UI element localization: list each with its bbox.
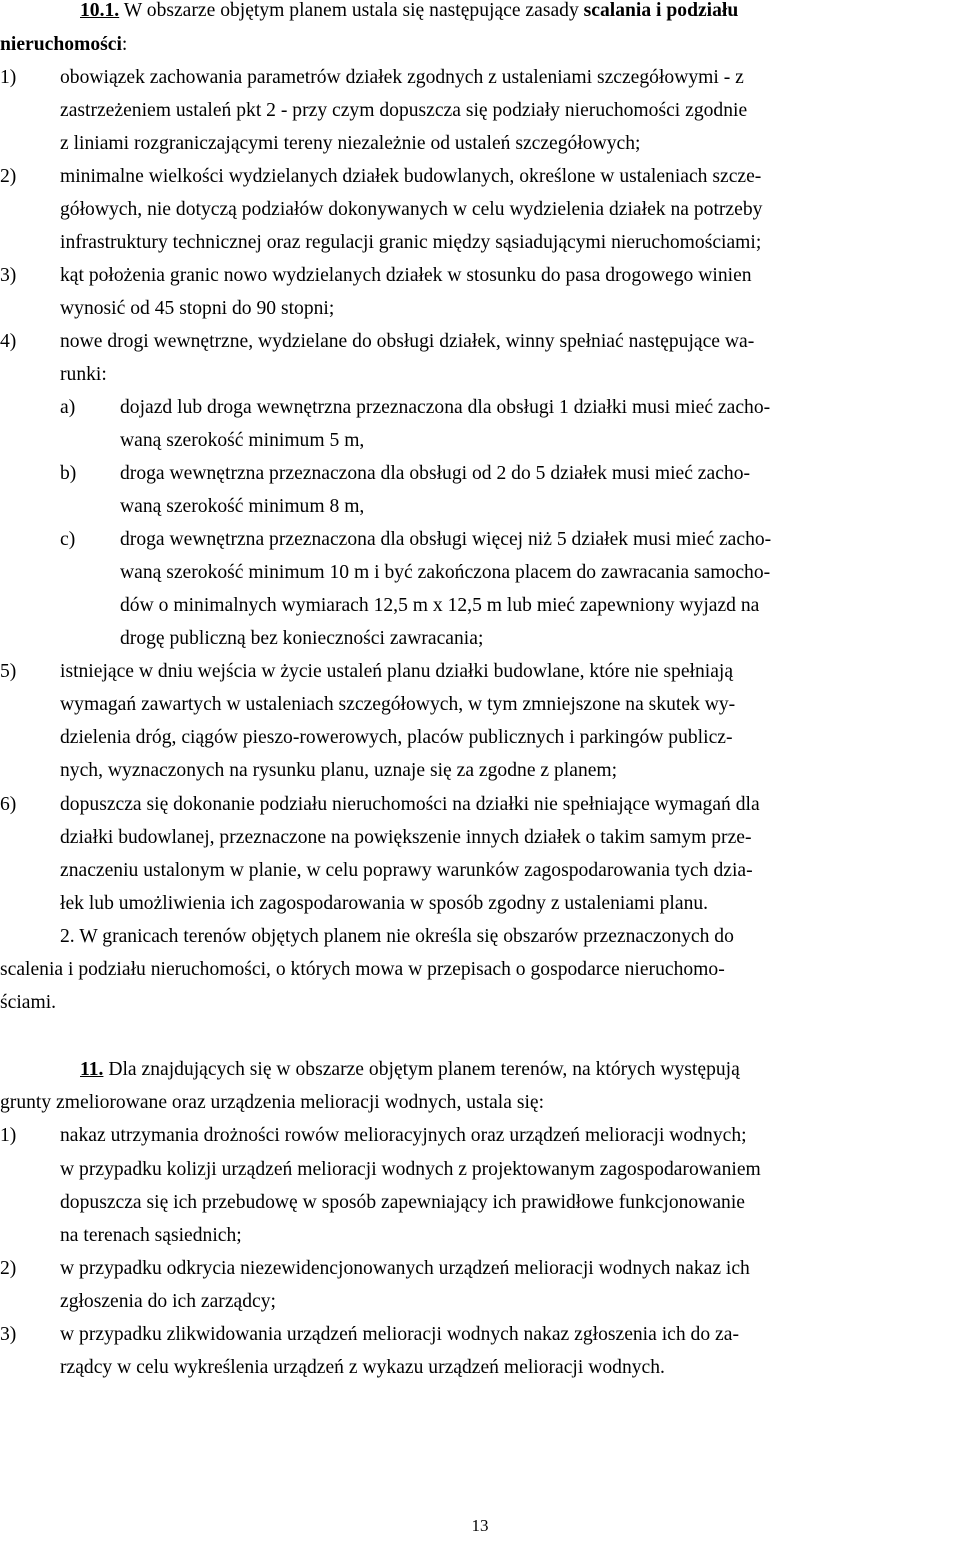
list-item-marker: 2) xyxy=(0,166,17,187)
section-intro-text: grunty zmeliorowane oraz urządzenia melioracji wodnych, ustala się: xyxy=(0,1092,545,1113)
list-item-line: wymagań zawartych w ustaleniach szczegółowych, w tym zmniejszone na skutek wy- xyxy=(60,694,736,715)
list-item-line: istniejące w dniu wejścia w życie ustaleń planu działki budowlane, które nie spełniają xyxy=(60,661,734,682)
list-item-line: w przypadku zlikwidowania urządzeń melioracji wodnych nakaz zgłoszenia ich do za- xyxy=(60,1324,739,1345)
section-intro-bold: scalania i podziału xyxy=(583,0,739,21)
section-10-heading xyxy=(80,0,738,22)
list-item-line: nych, wyznaczonych na rysunku planu, uznaje się za zgodne z planem; xyxy=(60,760,618,781)
list-item-line: działki budowlanej, przeznaczone na powiększenie innych działek o takim samym prze- xyxy=(60,827,752,848)
list-item-line: dzielenia dróg, ciągów pieszo-rowerowych, placów publicznych i parkingów publicz- xyxy=(60,727,733,748)
section-10-heading-cont xyxy=(0,34,127,56)
sublist-item-line: waną szerokość minimum 5 m, xyxy=(120,430,365,451)
list-item-line: na terenach sąsiednich; xyxy=(60,1225,242,1246)
list-item-line: wynosić od 45 stopni do 90 stopni; xyxy=(60,298,335,319)
list-item-marker: 1) xyxy=(0,67,17,88)
sublist-item-line: droga wewnętrzna przeznaczona dla obsługi więcej niż 5 działek musi mieć zacho- xyxy=(120,529,772,550)
sublist-item-line: dojazd lub droga wewnętrzna przeznaczona dla obsługi 1 działki musi mieć zacho- xyxy=(120,397,771,418)
paragraph-line: scalenia i podziału nieruchomości, o których mowa w przepisach o gospodarce nieruchomo- xyxy=(0,959,725,980)
paragraph-line: 2. W granicach terenów objętych planem nie określa się obszarów przeznaczonych do xyxy=(60,926,734,947)
list-item-marker: 2) xyxy=(0,1258,17,1279)
sublist-item-line: waną szerokość minimum 8 m, xyxy=(120,496,365,517)
list-item-marker: 1) xyxy=(0,1125,17,1146)
sublist-item-line: droga wewnętrzna przeznaczona dla obsługi od 2 do 5 działek musi mieć zacho- xyxy=(120,463,751,484)
list-item-line: obowiązek zachowania parametrów działek zgodnych z ustaleniami szczegółowymi - z xyxy=(60,67,744,88)
list-item-line: zgłoszenia do ich zarządcy; xyxy=(60,1291,276,1312)
sublist-item-marker: b) xyxy=(60,463,77,484)
sublist-item-line: dów o minimalnych wymiarach 12,5 m x 12,5 m lub mieć zapewniony wyjazd na xyxy=(120,595,760,616)
sublist-item-line: waną szerokość minimum 10 m i być zakończona placem do zawracania samocho- xyxy=(120,562,771,583)
list-item-line: nakaz utrzymania drożności rowów melioracyjnych oraz urządzeń melioracji wodnych; xyxy=(60,1125,747,1146)
section-number: 10.1. xyxy=(80,0,120,21)
list-item-line: w przypadku odkrycia niezewidencjonowanych urządzeń melioracji wodnych nakaz ich xyxy=(60,1258,750,1279)
list-item-line: z liniami rozgraniczającymi tereny niezależnie od ustaleń szczegółowych; xyxy=(60,133,641,154)
list-item-marker: 3) xyxy=(0,265,17,286)
sublist-item-line: drogę publiczną bez konieczności zawracania; xyxy=(120,628,484,649)
list-item-line: gółowych, nie dotyczą podziałów dokonywanych w celu wydzielenia działek na potrzeby xyxy=(60,199,763,220)
section-number: 11. xyxy=(80,1059,104,1080)
list-item-marker: 3) xyxy=(0,1324,17,1345)
list-item-line: nowe drogi wewnętrzne, wydzielane do obsługi działek, winny spełniać następujące wa- xyxy=(60,331,755,352)
section-intro-colon: : xyxy=(121,34,128,55)
list-item-marker: 6) xyxy=(0,794,17,815)
section-intro-text: W obszarze objętym planem ustala się następujące zasady xyxy=(119,0,584,21)
list-item-marker: 5) xyxy=(0,661,17,682)
list-item-line: dopuszcza się dokonanie podziału nieruchomości na działki nie spełniające wymagań dla xyxy=(60,794,760,815)
page-number: 13 xyxy=(471,1516,489,1535)
sublist-item-marker: c) xyxy=(60,529,76,550)
list-item-line: zastrzeżeniem ustaleń pkt 2 - przy czym dopuszcza się podziały nieruchomości zgodnie xyxy=(60,100,748,121)
section-intro-bold: nieruchomości xyxy=(0,34,122,55)
section-intro-text: Dla znajdujących się w obszarze objętym planem terenów, na których występują xyxy=(103,1059,740,1080)
list-item-line: minimalne wielkości wydzielanych działek budowlanych, określone w ustaleniach szcze- xyxy=(60,166,762,187)
sublist-item-marker: a) xyxy=(60,397,76,418)
list-item-line: łek lub umożliwienia ich zagospodarowania w sposób zgodny z ustaleniami planu. xyxy=(60,893,709,914)
list-item-line: kąt położenia granic nowo wydzielanych działek w stosunku do pasa drogowego winien xyxy=(60,265,752,286)
paragraph-line: ściami. xyxy=(0,992,57,1013)
list-item-line: w przypadku kolizji urządzeń melioracji wodnych z projektowanym zagospodarowaniem xyxy=(60,1159,761,1180)
list-item-line: znaczeniu ustalonym w planie, w celu poprawy warunków zagospodarowania tych dzia- xyxy=(60,860,753,881)
list-item-line: rządcy w celu wykreślenia urządzeń z wykazu urządzeń melioracji wodnych. xyxy=(60,1357,665,1378)
section-11-heading xyxy=(80,1059,740,1081)
list-item-line: infrastruktury technicznej oraz regulacji granic między sąsiadującymi nieruchomościami; xyxy=(60,232,762,253)
list-item-line: dopuszcza się ich przebudowę w sposób zapewniający ich prawidłowe funkcjonowanie xyxy=(60,1192,745,1213)
list-item-marker: 4) xyxy=(0,331,17,352)
list-item-line: runki: xyxy=(60,364,107,385)
